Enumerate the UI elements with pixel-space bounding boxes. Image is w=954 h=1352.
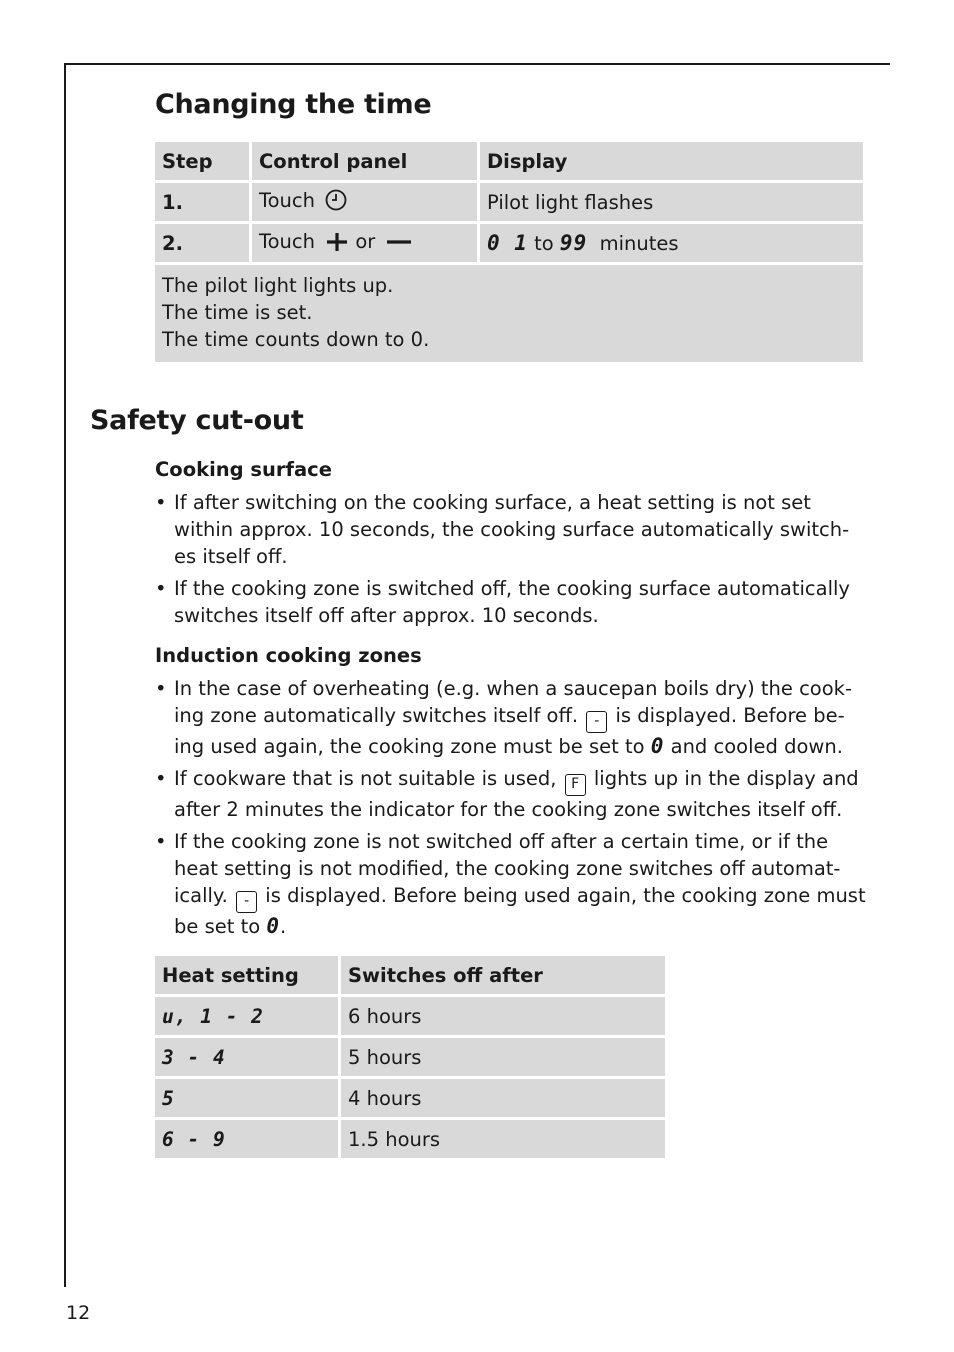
step-number: 1. [155, 183, 249, 221]
heat-setting-value: 6 - 9 [155, 1120, 338, 1158]
list-item [155, 765, 869, 823]
note-line: The time is set. [162, 301, 313, 324]
list-item [155, 675, 869, 760]
control-cell [252, 224, 477, 262]
text-segment: lights up in the display and after 2 minutes the indicator for the cooking zone switches itself off. [174, 767, 859, 821]
text-segment: is displayed. Before being used again, the cooking zone must be set to [174, 884, 866, 938]
text-segment: If cookware that is not suitable is used, [174, 767, 557, 790]
heat-setting-value: u, 1 - 2 [155, 997, 338, 1035]
switch-off-time: 4 hours [341, 1079, 665, 1117]
control-text: Touch [259, 229, 315, 253]
control-text: Touch [259, 188, 315, 212]
subheading-cooking-surface: Cooking surface [155, 458, 332, 481]
zero-display-symbol: 0 [266, 914, 281, 938]
dash-display-symbol: - [236, 891, 257, 913]
text-segment: is displayed. Before be-ing used again, the cooking zone must be set to [174, 704, 845, 758]
text-segment: If the cooking zone is not switched off after a certain time, or if the heat setting is not modified, the cooking zone switches off automat-ically. [174, 830, 841, 907]
display-range-to: 99 [559, 231, 588, 255]
dash-display-symbol: - [586, 711, 607, 733]
display-cell [480, 224, 863, 262]
note-line: The time counts down to 0. [162, 328, 430, 351]
time-note [155, 265, 863, 362]
plus-icon [325, 232, 349, 257]
heat-setting-table [152, 953, 668, 1161]
header-switches-off-after: Switches off after [341, 956, 665, 994]
table-row [155, 224, 863, 262]
table-header-row [155, 956, 665, 994]
switch-off-time: 6 hours [341, 997, 665, 1035]
page-number: 12 [66, 1302, 91, 1324]
table-row [155, 1079, 665, 1117]
section-title-changing-time: Changing the time [155, 89, 432, 120]
text-segment: . [280, 915, 287, 938]
header-display: Display [480, 142, 863, 180]
heat-setting-value: 3 - 4 [155, 1038, 338, 1076]
heat-setting-value: 5 [155, 1079, 338, 1117]
table-row [155, 1038, 665, 1076]
control-cell [252, 183, 477, 221]
table-row [155, 1120, 665, 1158]
display-range-from: 0 1 [487, 231, 528, 255]
text-segment: In the case of overheating (e.g. when a saucepan boils dry) the cook-ing zone automatically switches itself off. [174, 677, 852, 727]
induction-list [155, 675, 869, 945]
list-item: • If the cooking zone is switched off, the cooking surface automatically switches itself off after approx. 10 seconds. [155, 575, 869, 629]
display-cell: Pilot light flashes [480, 183, 863, 221]
header-step: Step [155, 142, 249, 180]
table-row [155, 183, 863, 221]
changing-time-table [152, 139, 866, 365]
page-frame-top-rule [64, 63, 890, 65]
display-unit: minutes [599, 232, 679, 255]
section-title-safety-cut-out: Safety cut-out [90, 405, 304, 436]
table-header-row [155, 142, 863, 180]
list-item [155, 828, 869, 940]
header-control-panel: Control panel [252, 142, 477, 180]
clock-icon [325, 189, 347, 216]
table-row [155, 997, 665, 1035]
switch-off-time: 5 hours [341, 1038, 665, 1076]
minus-icon [386, 232, 412, 257]
display-to-word: to [534, 232, 554, 255]
list-item: • If after switching on the cooking surface, a heat setting is not set within approx. 10 seconds, the cooking surface automatically switch-es itself off. [155, 489, 869, 570]
step-number: 2. [155, 224, 249, 262]
cooking-surface-list [155, 489, 869, 634]
control-or-text: or [355, 229, 376, 253]
subheading-induction-zones: Induction cooking zones [155, 644, 422, 667]
note-line: The pilot light lights up. [162, 274, 394, 297]
text-segment: and cooled down. [670, 735, 843, 758]
table-note-row [155, 265, 863, 362]
header-heat-setting: Heat setting [155, 956, 338, 994]
switch-off-time: 1.5 hours [341, 1120, 665, 1158]
zero-display-symbol: 0 [650, 734, 665, 758]
f-display-symbol: F [565, 774, 586, 796]
page-frame-left-rule [64, 63, 66, 1287]
